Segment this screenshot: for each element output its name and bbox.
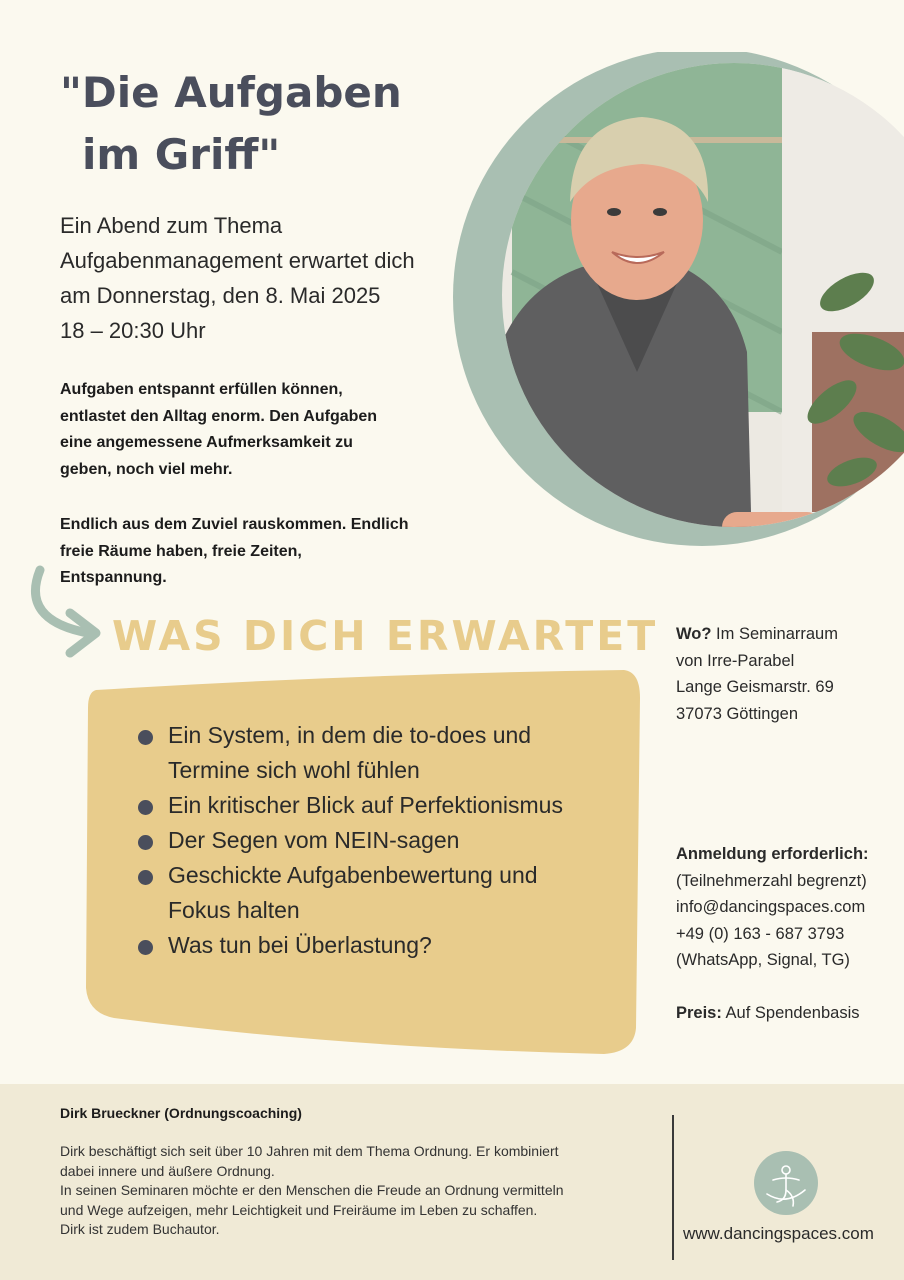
list-item-text: Termine sich wohl fühlen bbox=[168, 757, 420, 783]
list-item bbox=[138, 823, 608, 858]
bio-line: Dirk beschäftigt sich seit über 10 Jahren mit dem Thema Ordnung. Er kombiniert bbox=[60, 1143, 559, 1159]
description-paragraph-1 bbox=[60, 377, 480, 483]
description-paragraph-2 bbox=[60, 512, 480, 592]
location-line: von Irre-Parabel bbox=[676, 651, 795, 670]
price-label: Preis: bbox=[676, 1004, 722, 1022]
page-title bbox=[60, 62, 480, 186]
title-line-1: "Die Aufgaben bbox=[60, 68, 402, 117]
location-city: 37073 Göttingen bbox=[676, 704, 799, 723]
location-info bbox=[676, 621, 896, 727]
portrait-photo bbox=[452, 52, 904, 552]
registration-email[interactable]: info@dancingspaces.com bbox=[676, 898, 866, 916]
location-label: Wo? bbox=[676, 625, 712, 643]
footer-title: Dirk Brueckner (Ordnungscoaching) bbox=[60, 1105, 302, 1121]
bio-line: In seinen Seminaren möchte er den Menschen die Freude an Ordnung vermitteln bbox=[60, 1182, 564, 1198]
list-item bbox=[138, 858, 608, 928]
registration-note: (Teilnehmerzahl begrenzt) bbox=[676, 871, 867, 890]
event-intro bbox=[60, 208, 480, 348]
list-item-text: Geschickte Aufgabenbewertung und bbox=[168, 862, 538, 888]
intro-line: Aufgabenmanagement erwartet dich bbox=[60, 248, 415, 273]
footer-divider bbox=[672, 1115, 674, 1260]
paragraph-line: freie Räume haben, freie Zeiten, bbox=[60, 542, 302, 560]
list-item-text: Der Segen vom NEIN-sagen bbox=[168, 827, 460, 853]
bio-line: Dirk ist zudem Buchautor. bbox=[60, 1221, 220, 1237]
price-value: Auf Spendenbasis bbox=[725, 1004, 860, 1022]
list-item-text: Was tun bei Überlastung? bbox=[168, 932, 432, 958]
paragraph-line: Endlich aus dem Zuviel rauskommen. Endlich bbox=[60, 516, 409, 533]
paragraph-line: eine angemessene Aufmerksamkeit zu bbox=[60, 434, 353, 451]
section-heading: WAS DICH ERWARTET bbox=[112, 612, 659, 660]
footer-bio bbox=[60, 1142, 660, 1240]
bio-line: und Wege aufzeigen, mehr Leichtigkeit und Freiräume im Leben zu schaffen. bbox=[60, 1201, 538, 1218]
location-street: Lange Geismarstr. 69 bbox=[676, 678, 834, 696]
intro-line: Ein Abend zum Thema bbox=[60, 213, 283, 238]
registration-label bbox=[676, 841, 896, 868]
intro-time: 18 – 20:30 Uhr bbox=[60, 318, 206, 343]
paragraph-line: entlastet den Alltag enorm. Den Aufgaben bbox=[60, 407, 378, 425]
list-item-text: Ein kritischer Blick auf Perfektionismus bbox=[168, 792, 563, 818]
list-item bbox=[138, 788, 608, 823]
registration-info bbox=[676, 841, 896, 974]
paragraph-line: Entspannung. bbox=[60, 569, 167, 586]
location-first-line bbox=[676, 621, 896, 648]
price-line bbox=[676, 1000, 896, 1027]
registration-phone[interactable]: +49 (0) 163 - 687 3793 bbox=[676, 924, 845, 943]
paragraph-line: geben, noch viel mehr. bbox=[60, 460, 233, 478]
dancingspaces-logo-icon bbox=[753, 1150, 819, 1216]
list-item-text: Fokus halten bbox=[168, 897, 300, 923]
website-link[interactable]: www.dancingspaces.com bbox=[683, 1224, 874, 1243]
paragraph-line: Aufgaben entspannt erfüllen können, bbox=[60, 381, 343, 398]
registration-label-text: Anmeldung erforderlich: bbox=[676, 845, 869, 863]
list-item-text: Ein System, in dem die to-does und bbox=[168, 722, 532, 748]
list-item bbox=[138, 928, 608, 963]
bio-line: dabei innere und äußere Ordnung. bbox=[60, 1162, 275, 1179]
list-item bbox=[138, 718, 608, 788]
intro-date: am Donnerstag, den 8. Mai 2025 bbox=[60, 283, 381, 308]
curved-arrow-icon bbox=[18, 565, 108, 665]
price-info bbox=[676, 1000, 896, 1027]
registration-messengers: (WhatsApp, Signal, TG) bbox=[676, 951, 850, 969]
location-venue: Im Seminarraum bbox=[716, 625, 838, 643]
expectations-list bbox=[138, 718, 608, 963]
title-line-2: im Griff" bbox=[82, 130, 281, 179]
